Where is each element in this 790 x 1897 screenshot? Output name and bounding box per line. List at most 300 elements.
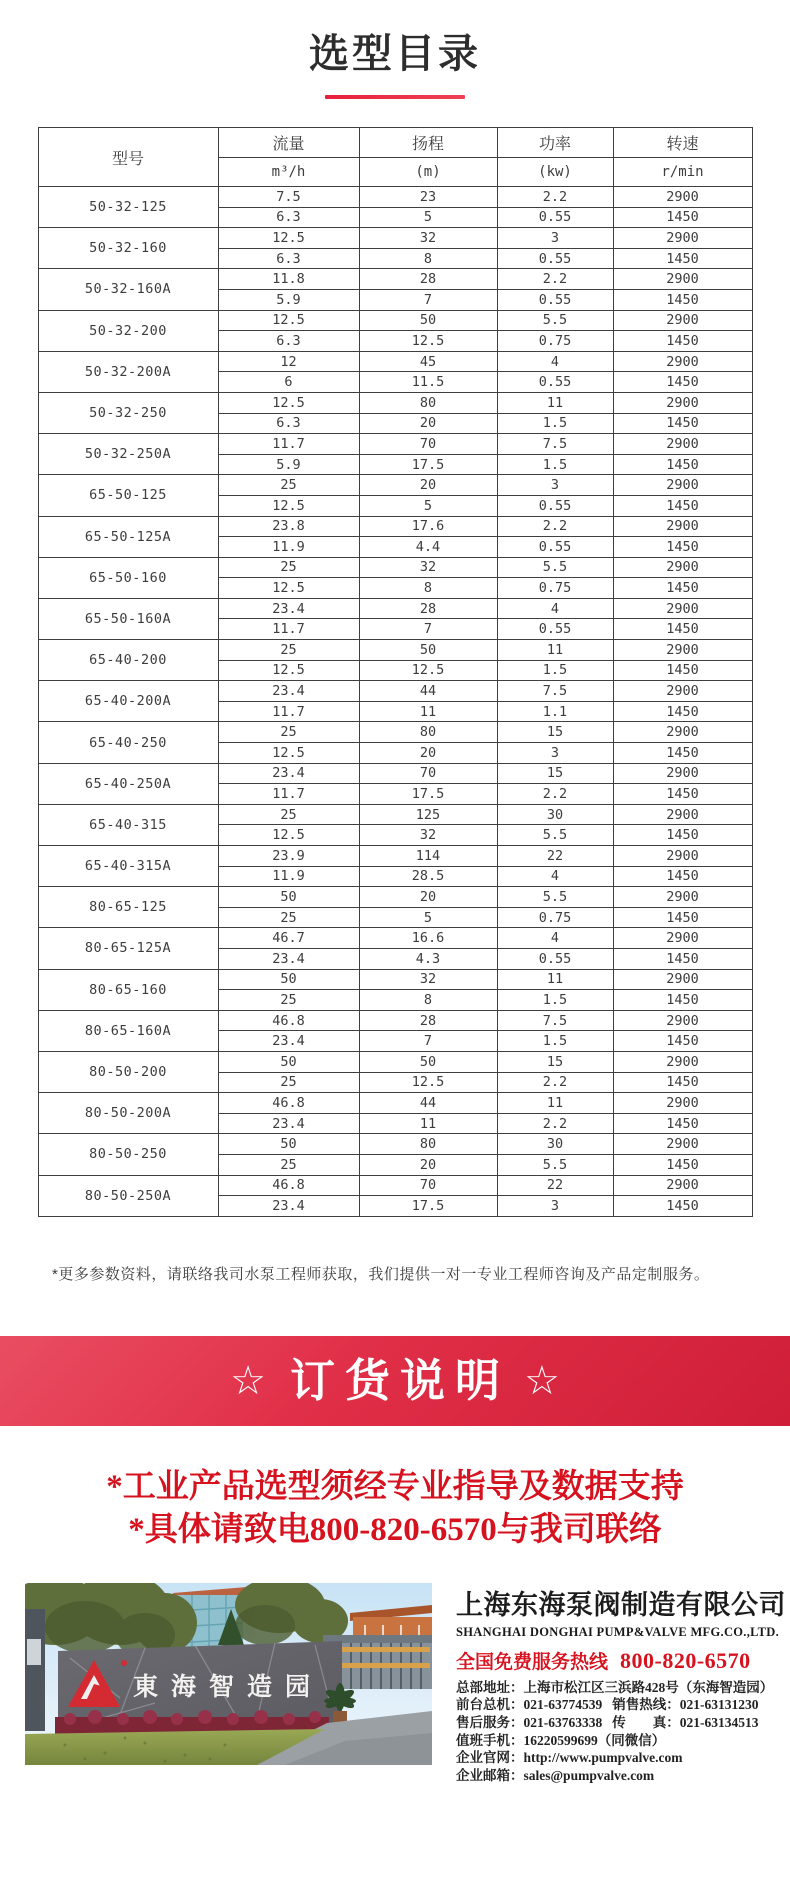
value-cell: 7.5 — [497, 434, 613, 455]
table-row — [38, 640, 752, 661]
value-cell: 50 — [218, 969, 359, 990]
value-cell: 5.5 — [497, 1154, 613, 1175]
value-cell: 0.55 — [497, 495, 613, 516]
company-info — [456, 1583, 786, 1785]
value-cell: 2900 — [613, 475, 752, 496]
value-cell: 0.75 — [497, 331, 613, 352]
value-cell: 20 — [359, 887, 497, 908]
value-cell: 12.5 — [218, 660, 359, 681]
contact-line — [456, 1714, 776, 1732]
value-cell: 2900 — [613, 887, 752, 908]
value-cell: 0.55 — [497, 372, 613, 393]
value-cell: 23.4 — [218, 598, 359, 619]
company-section — [0, 1583, 790, 1785]
value-cell: 4 — [497, 598, 613, 619]
value-cell: 1450 — [613, 495, 752, 516]
value-cell: 6 — [218, 372, 359, 393]
table-footnote: *更多参数资料，请联络我司水泵工程师获取，我们提供一对一专业工程师咨询及产品定制服务。 — [52, 1265, 710, 1283]
value-cell: 11 — [497, 1093, 613, 1114]
value-cell: 1.5 — [497, 660, 613, 681]
value-cell: 8 — [359, 990, 497, 1011]
contact-value: 021-63774539 — [523, 1697, 603, 1713]
contact-label: 总部地址： — [456, 1679, 524, 1695]
value-cell: 11 — [359, 1113, 497, 1134]
value-cell: 44 — [359, 1093, 497, 1114]
value-cell: 23 — [359, 187, 497, 208]
table-row — [38, 392, 752, 413]
value-cell: 1450 — [613, 1196, 752, 1217]
unit-power: (kw) — [497, 158, 613, 187]
table-row — [38, 846, 752, 867]
contact-value: 16220599699（同微信） — [523, 1732, 666, 1748]
value-cell: 25 — [218, 990, 359, 1011]
contact-line — [456, 1732, 776, 1750]
table-row — [38, 475, 752, 496]
value-cell: 1450 — [613, 1031, 752, 1052]
value-cell: 7.5 — [497, 681, 613, 702]
model-cell: 80-65-125A — [38, 928, 218, 969]
table-row — [38, 557, 752, 578]
value-cell: 20 — [359, 475, 497, 496]
contact-value: 021-63134513 — [679, 1714, 759, 1730]
table-row — [38, 887, 752, 908]
value-cell: 23.9 — [218, 846, 359, 867]
star-icon: ☆ — [524, 1358, 560, 1403]
company-name-en: SHANGHAI DONGHAI PUMP&VALVE MFG.CO.,LTD. — [456, 1624, 780, 1639]
value-cell: 25 — [218, 475, 359, 496]
order-banner — [0, 1336, 790, 1426]
factory-photo — [25, 1583, 432, 1765]
value-cell: 80 — [359, 392, 497, 413]
model-cell: 65-50-160 — [38, 557, 218, 598]
value-cell: 25 — [218, 722, 359, 743]
order-notes — [0, 1466, 790, 1553]
value-cell: 25 — [218, 640, 359, 661]
value-cell: 50 — [359, 640, 497, 661]
value-cell: 5 — [359, 495, 497, 516]
column-header-head: 扬程 — [359, 128, 497, 158]
value-cell: 4 — [497, 866, 613, 887]
model-cell: 65-50-160A — [38, 598, 218, 639]
company-name-cn: 上海东海泵阀制造有限公司 — [456, 1589, 786, 1620]
table-row — [38, 722, 752, 743]
value-cell: 16.6 — [359, 928, 497, 949]
value-cell: 12.5 — [218, 825, 359, 846]
value-cell: 1450 — [613, 248, 752, 269]
value-cell: 7.5 — [218, 187, 359, 208]
contact-line — [456, 1767, 776, 1785]
model-cell: 50-32-160A — [38, 269, 218, 310]
contact-label: 售后服务： — [456, 1714, 524, 1730]
contact-line — [456, 1749, 776, 1767]
order-note-line: *工业产品选型须经专业指导及数据支持 — [106, 1468, 684, 1505]
value-cell: 23.8 — [218, 516, 359, 537]
table-row — [38, 928, 752, 949]
contact-label: 传 真： — [612, 1714, 680, 1730]
value-cell: 2900 — [613, 1051, 752, 1072]
model-cell: 50-32-200A — [38, 351, 218, 392]
value-cell: 1450 — [613, 331, 752, 352]
value-cell: 2900 — [613, 763, 752, 784]
catalog-table-body — [38, 187, 752, 1217]
service-hotline — [456, 1647, 776, 1674]
value-cell: 25 — [218, 557, 359, 578]
value-cell: 17.6 — [359, 516, 497, 537]
value-cell: 28 — [359, 269, 497, 290]
value-cell: 1450 — [613, 784, 752, 805]
contact-label: 值班手机： — [456, 1732, 524, 1748]
model-cell: 50-32-200 — [38, 310, 218, 351]
model-cell: 80-65-160 — [38, 969, 218, 1010]
value-cell: 11.7 — [218, 701, 359, 722]
value-cell: 2900 — [613, 1175, 752, 1196]
value-cell: 7 — [359, 619, 497, 640]
column-header-flow: 流量 — [218, 128, 359, 158]
value-cell: 8 — [359, 248, 497, 269]
value-cell: 1450 — [613, 907, 752, 928]
value-cell: 0.55 — [497, 619, 613, 640]
value-cell: 2900 — [613, 557, 752, 578]
table-row — [38, 681, 752, 702]
contact-line — [456, 1696, 776, 1714]
table-row — [38, 310, 752, 331]
title-underline — [325, 95, 465, 99]
table-header-row — [38, 128, 752, 158]
value-cell: 0.75 — [497, 578, 613, 599]
unit-speed: r/min — [613, 158, 752, 187]
value-cell: 2900 — [613, 1134, 752, 1155]
page-title: 选型目录 — [309, 32, 481, 76]
order-note-line: *具体请致电800-820-6570与我司联络 — [128, 1512, 662, 1549]
value-cell: 7 — [359, 1031, 497, 1052]
value-cell: 1450 — [613, 825, 752, 846]
value-cell: 6.3 — [218, 331, 359, 352]
value-cell: 2900 — [613, 846, 752, 867]
value-cell: 23.4 — [218, 948, 359, 969]
model-cell: 50-32-250 — [38, 392, 218, 433]
value-cell: 11.7 — [218, 619, 359, 640]
value-cell: 1450 — [613, 1154, 752, 1175]
value-cell: 12.5 — [218, 392, 359, 413]
value-cell: 11.9 — [218, 866, 359, 887]
value-cell: 17.5 — [359, 1196, 497, 1217]
value-cell: 12 — [218, 351, 359, 372]
model-cell: 80-50-200 — [38, 1051, 218, 1092]
value-cell: 23.4 — [218, 681, 359, 702]
value-cell: 1450 — [613, 289, 752, 310]
value-cell: 2.2 — [497, 187, 613, 208]
model-cell: 65-40-315A — [38, 846, 218, 887]
value-cell: 11 — [359, 701, 497, 722]
value-cell: 5.5 — [497, 557, 613, 578]
value-cell: 6.3 — [218, 413, 359, 434]
value-cell: 4.4 — [359, 537, 497, 558]
model-cell: 80-50-250A — [38, 1175, 218, 1216]
value-cell: 1450 — [613, 537, 752, 558]
value-cell: 0.55 — [497, 537, 613, 558]
value-cell: 1450 — [613, 948, 752, 969]
value-cell: 20 — [359, 743, 497, 764]
value-cell: 12.5 — [359, 660, 497, 681]
value-cell: 4.3 — [359, 948, 497, 969]
value-cell: 2900 — [613, 598, 752, 619]
model-cell: 65-50-125A — [38, 516, 218, 557]
value-cell: 25 — [218, 804, 359, 825]
value-cell: 4 — [497, 928, 613, 949]
value-cell: 6.3 — [218, 207, 359, 228]
model-cell: 65-50-125 — [38, 475, 218, 516]
value-cell: 1450 — [613, 207, 752, 228]
contact-list — [456, 1679, 776, 1785]
value-cell: 2900 — [613, 269, 752, 290]
value-cell: 2900 — [613, 1010, 752, 1031]
value-cell: 5 — [359, 907, 497, 928]
value-cell: 1450 — [613, 578, 752, 599]
value-cell: 0.55 — [497, 948, 613, 969]
value-cell: 2.2 — [497, 269, 613, 290]
contact-label: 销售热线： — [612, 1697, 680, 1713]
value-cell: 11.5 — [359, 372, 497, 393]
contact-label: 企业官网： — [456, 1750, 524, 1766]
value-cell: 3 — [497, 1196, 613, 1217]
value-cell: 2900 — [613, 516, 752, 537]
value-cell: 1450 — [613, 413, 752, 434]
value-cell: 50 — [218, 1051, 359, 1072]
value-cell: 0.75 — [497, 907, 613, 928]
value-cell: 2900 — [613, 228, 752, 249]
value-cell: 46.8 — [218, 1010, 359, 1031]
selection-table — [38, 127, 753, 1217]
value-cell: 11.8 — [218, 269, 359, 290]
model-cell: 80-50-200A — [38, 1093, 218, 1134]
value-cell: 1450 — [613, 372, 752, 393]
value-cell: 80 — [359, 722, 497, 743]
value-cell: 2.2 — [497, 1072, 613, 1093]
value-cell: 5.5 — [497, 887, 613, 908]
value-cell: 1450 — [613, 866, 752, 887]
contact-value: sales@pumpvalve.com — [523, 1767, 655, 1783]
table-row — [38, 269, 752, 290]
value-cell: 125 — [359, 804, 497, 825]
value-cell: 8 — [359, 578, 497, 599]
column-header-model: 型号 — [38, 128, 218, 187]
value-cell: 2900 — [613, 310, 752, 331]
value-cell: 25 — [218, 1072, 359, 1093]
contact-value: http://www.pumpvalve.com — [523, 1750, 683, 1766]
hotline-label: 全国免费服务热线 — [456, 1651, 609, 1673]
model-cell: 50-32-125 — [38, 187, 218, 228]
value-cell: 11.7 — [218, 434, 359, 455]
contact-value: 021-63763338 — [523, 1714, 603, 1730]
value-cell: 1.5 — [497, 1031, 613, 1052]
value-cell: 23.4 — [218, 763, 359, 784]
table-row — [38, 516, 752, 537]
model-cell: 65-40-200 — [38, 640, 218, 681]
value-cell: 1450 — [613, 1113, 752, 1134]
table-row — [38, 434, 752, 455]
value-cell: 3 — [497, 475, 613, 496]
value-cell: 2900 — [613, 1093, 752, 1114]
value-cell: 2900 — [613, 928, 752, 949]
value-cell: 20 — [359, 413, 497, 434]
value-cell: 2900 — [613, 804, 752, 825]
table-row — [38, 804, 752, 825]
value-cell: 2900 — [613, 969, 752, 990]
value-cell: 45 — [359, 351, 497, 372]
value-cell: 70 — [359, 763, 497, 784]
value-cell: 25 — [218, 907, 359, 928]
value-cell: 46.8 — [218, 1175, 359, 1196]
value-cell: 11 — [497, 640, 613, 661]
value-cell: 5.9 — [218, 289, 359, 310]
value-cell: 32 — [359, 557, 497, 578]
value-cell: 1.5 — [497, 413, 613, 434]
value-cell: 28 — [359, 598, 497, 619]
contact-value: 021-63131230 — [679, 1697, 759, 1713]
value-cell: 2900 — [613, 640, 752, 661]
value-cell: 2.2 — [497, 784, 613, 805]
value-cell: 12.5 — [359, 331, 497, 352]
value-cell: 5 — [359, 207, 497, 228]
table-row — [38, 1093, 752, 1114]
value-cell: 23.4 — [218, 1031, 359, 1052]
table-row — [38, 1010, 752, 1031]
value-cell: 70 — [359, 434, 497, 455]
table-row — [38, 598, 752, 619]
value-cell: 5.5 — [497, 310, 613, 331]
table-row — [38, 1051, 752, 1072]
value-cell: 3 — [497, 743, 613, 764]
value-cell: 1450 — [613, 990, 752, 1011]
value-cell: 11 — [497, 392, 613, 413]
value-cell: 0.55 — [497, 207, 613, 228]
value-cell: 1450 — [613, 619, 752, 640]
table-row — [38, 187, 752, 208]
value-cell: 70 — [359, 1175, 497, 1196]
value-cell: 23.4 — [218, 1113, 359, 1134]
value-cell: 22 — [497, 1175, 613, 1196]
value-cell: 46.7 — [218, 928, 359, 949]
value-cell: 12.5 — [218, 495, 359, 516]
value-cell: 4 — [497, 351, 613, 372]
value-cell: 32 — [359, 969, 497, 990]
value-cell: 3 — [497, 228, 613, 249]
value-cell: 46.8 — [218, 1093, 359, 1114]
value-cell: 11.9 — [218, 537, 359, 558]
model-cell: 65-40-315 — [38, 804, 218, 845]
model-cell: 50-32-250A — [38, 434, 218, 475]
value-cell: 17.5 — [359, 454, 497, 475]
table-row — [38, 1175, 752, 1196]
value-cell: 22 — [497, 846, 613, 867]
value-cell: 17.5 — [359, 784, 497, 805]
value-cell: 1.5 — [497, 454, 613, 475]
value-cell: 1450 — [613, 743, 752, 764]
value-cell: 50 — [218, 1134, 359, 1155]
value-cell: 12.5 — [359, 1072, 497, 1093]
value-cell: 25 — [218, 1154, 359, 1175]
table-row — [38, 228, 752, 249]
value-cell: 23.4 — [218, 1196, 359, 1217]
model-cell: 80-50-250 — [38, 1134, 218, 1175]
value-cell: 28.5 — [359, 866, 497, 887]
value-cell: 80 — [359, 1134, 497, 1155]
contact-value: 上海市松江区三浜路428号（东海智造园） — [523, 1679, 774, 1695]
model-cell: 80-65-160A — [38, 1010, 218, 1051]
value-cell: 11 — [497, 969, 613, 990]
value-cell: 2900 — [613, 392, 752, 413]
value-cell: 7 — [359, 289, 497, 310]
value-cell: 12.5 — [218, 743, 359, 764]
table-row — [38, 1134, 752, 1155]
contact-line — [456, 1679, 776, 1697]
value-cell: 15 — [497, 722, 613, 743]
order-banner-title: 订货说明 — [289, 1355, 510, 1407]
value-cell: 1450 — [613, 454, 752, 475]
column-header-power: 功率 — [497, 128, 613, 158]
value-cell: 7.5 — [497, 1010, 613, 1031]
value-cell: 5.9 — [218, 454, 359, 475]
value-cell: 44 — [359, 681, 497, 702]
hotline-number: 800-820-6570 — [620, 1647, 751, 1673]
model-cell: 65-40-200A — [38, 681, 218, 722]
value-cell: 30 — [497, 804, 613, 825]
photo-sign-text: 東海智造园 — [132, 1672, 324, 1701]
value-cell: 30 — [497, 1134, 613, 1155]
value-cell: 2.2 — [497, 1113, 613, 1134]
value-cell: 12.5 — [218, 228, 359, 249]
model-cell: 80-65-125 — [38, 887, 218, 928]
contact-label: 企业邮箱： — [456, 1767, 524, 1783]
unit-flow: m³/h — [218, 158, 359, 187]
column-header-speed: 转速 — [613, 128, 752, 158]
value-cell: 5.5 — [497, 825, 613, 846]
value-cell: 32 — [359, 825, 497, 846]
value-cell: 114 — [359, 846, 497, 867]
value-cell: 32 — [359, 228, 497, 249]
value-cell: 20 — [359, 1154, 497, 1175]
value-cell: 15 — [497, 1051, 613, 1072]
model-cell: 50-32-160 — [38, 228, 218, 269]
value-cell: 6.3 — [218, 248, 359, 269]
value-cell: 0.55 — [497, 248, 613, 269]
value-cell: 12.5 — [218, 578, 359, 599]
value-cell: 1450 — [613, 701, 752, 722]
value-cell: 2900 — [613, 187, 752, 208]
unit-head: (m) — [359, 158, 497, 187]
table-row — [38, 763, 752, 784]
value-cell: 28 — [359, 1010, 497, 1031]
value-cell: 1450 — [613, 1072, 752, 1093]
value-cell: 12.5 — [218, 310, 359, 331]
value-cell: 1450 — [613, 660, 752, 681]
table-row — [38, 351, 752, 372]
contact-label: 前台总机： — [456, 1697, 524, 1713]
value-cell: 1.1 — [497, 701, 613, 722]
value-cell: 0.55 — [497, 289, 613, 310]
value-cell: 15 — [497, 763, 613, 784]
value-cell: 2900 — [613, 351, 752, 372]
value-cell: 2.2 — [497, 516, 613, 537]
value-cell: 50 — [359, 310, 497, 331]
value-cell: 2900 — [613, 722, 752, 743]
star-icon: ☆ — [230, 1358, 266, 1403]
table-row — [38, 969, 752, 990]
model-cell: 65-40-250 — [38, 722, 218, 763]
model-cell: 65-40-250A — [38, 763, 218, 804]
value-cell: 1.5 — [497, 990, 613, 1011]
value-cell: 2900 — [613, 681, 752, 702]
